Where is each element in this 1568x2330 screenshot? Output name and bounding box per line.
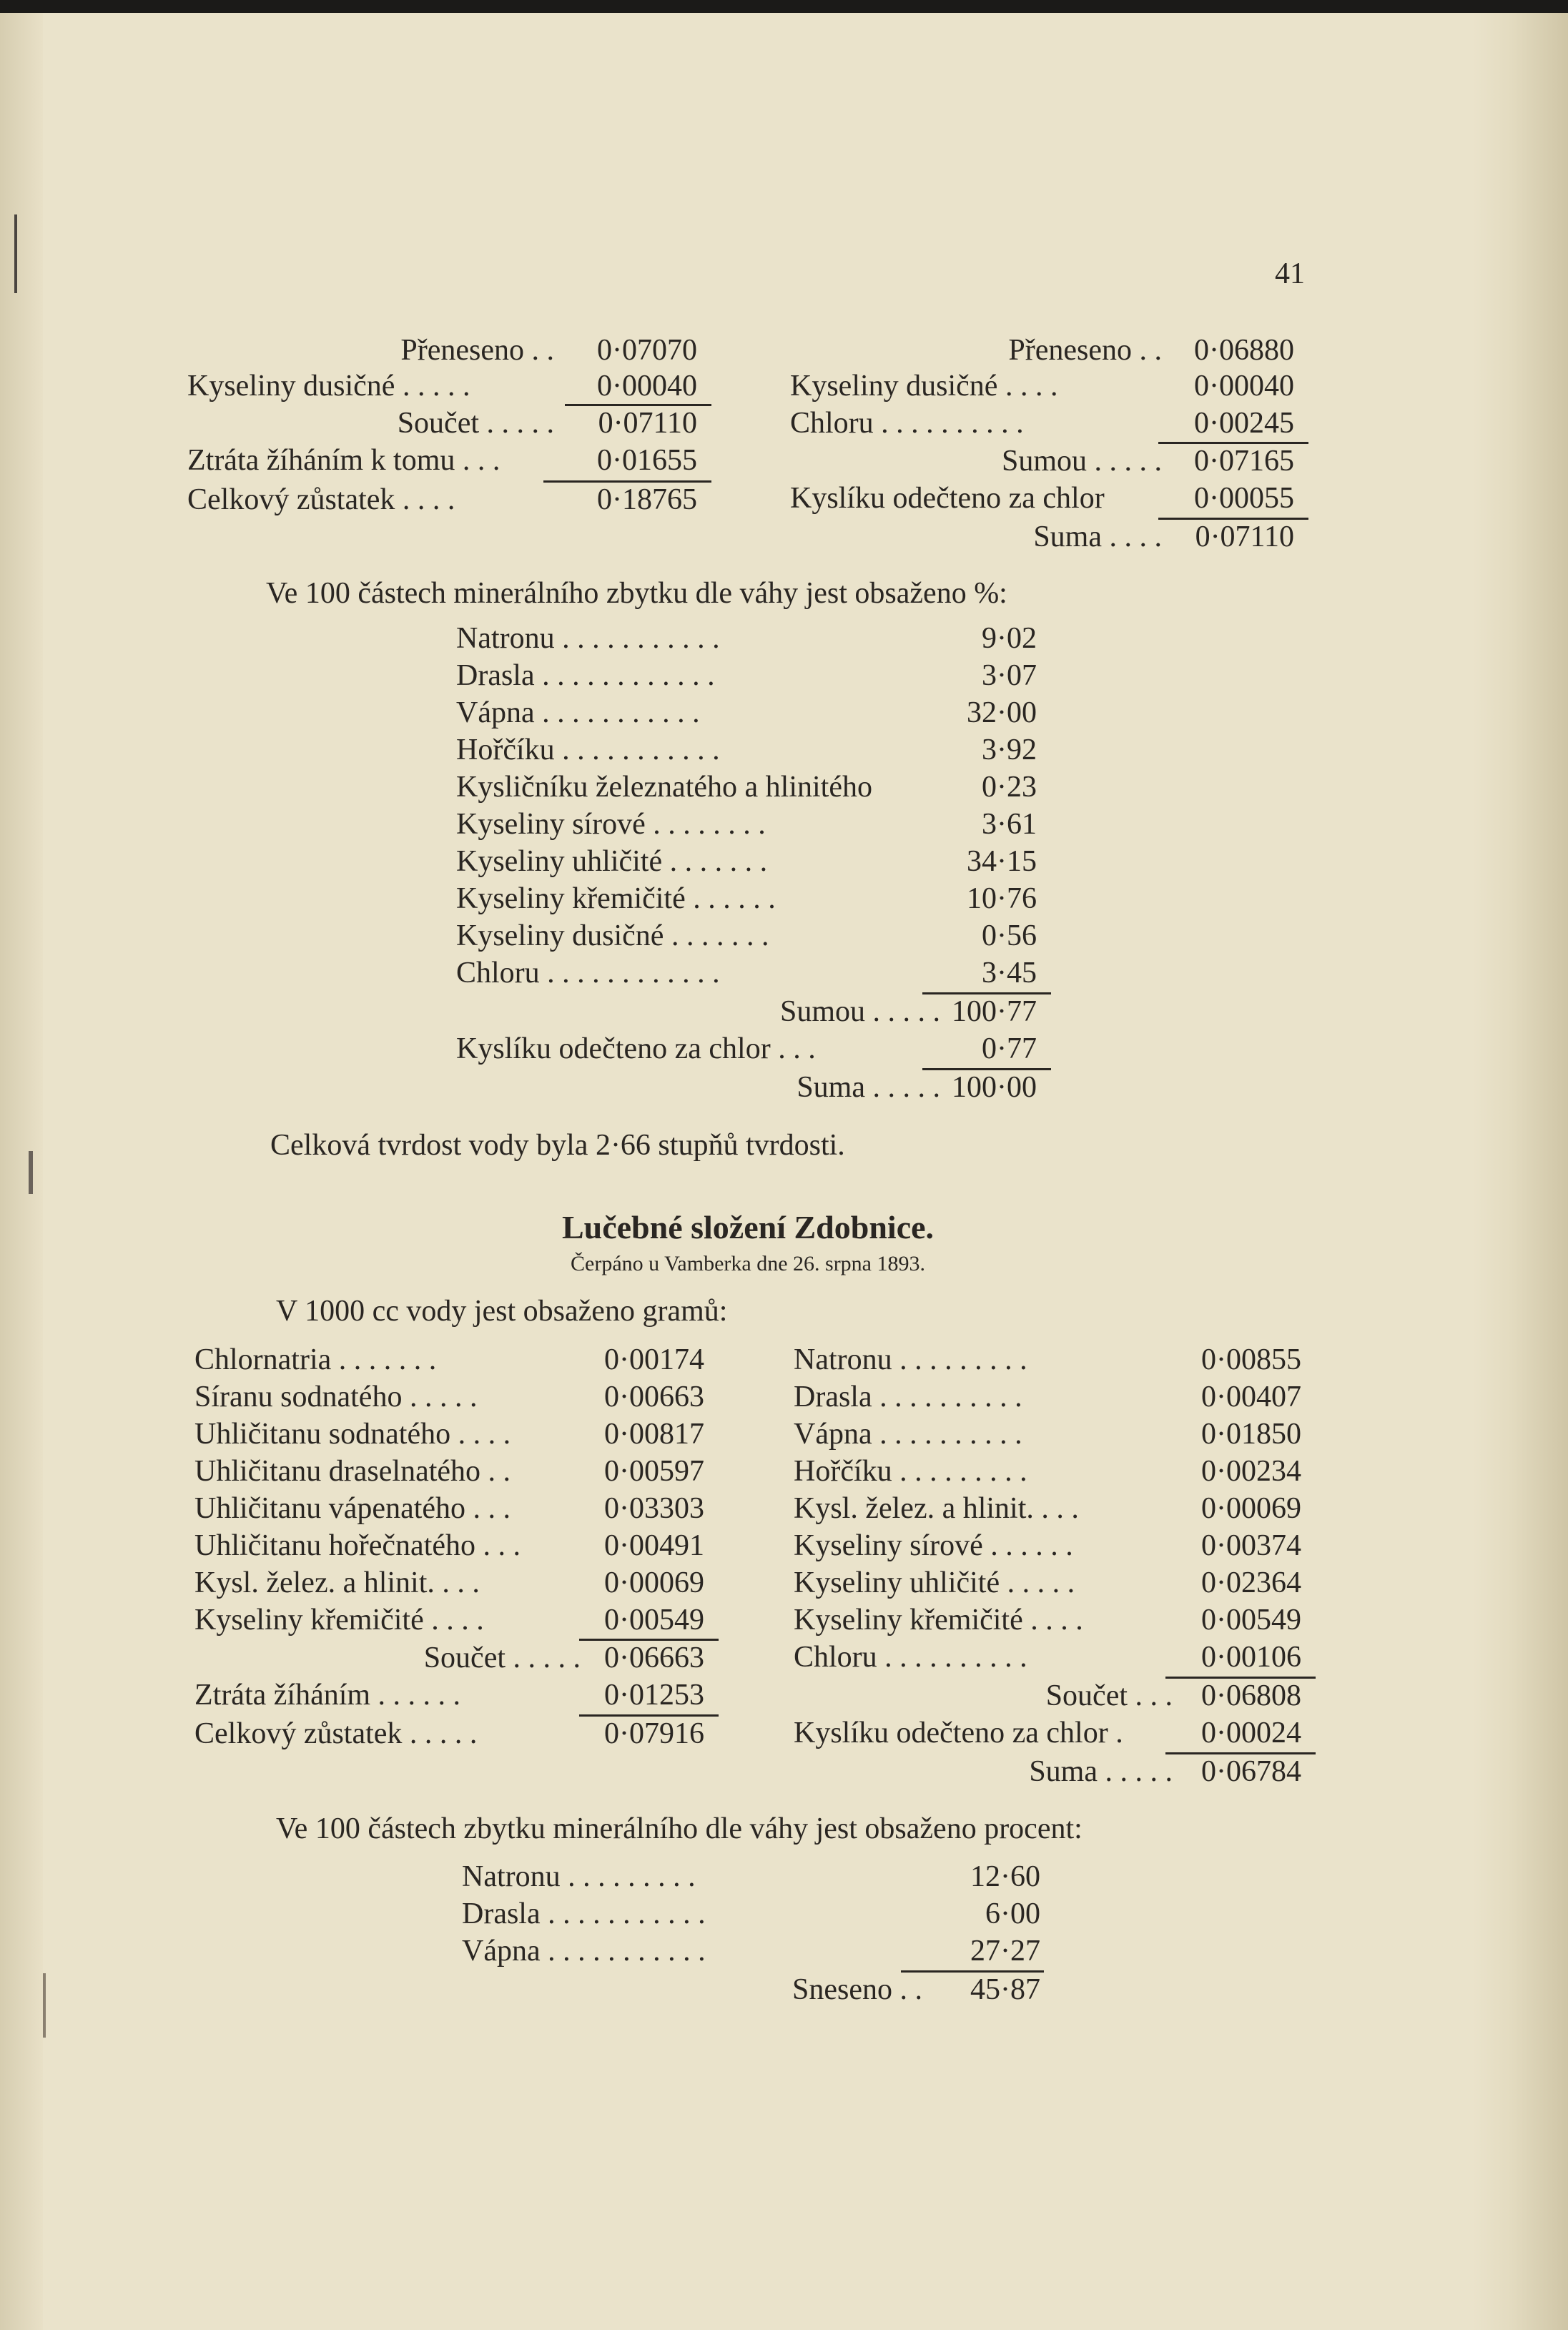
top-right-value: 0·00245: [1194, 407, 1294, 440]
bottom-right-label: Součet . . .: [1045, 1679, 1173, 1712]
top-right-value: 0·00040: [1194, 370, 1294, 403]
bottom-right-value: 0·00069: [1201, 1492, 1301, 1525]
bottom-right-value: 0·00855: [1201, 1343, 1301, 1376]
percent-intro-2: Ve 100 částech zbytku minerálního dle váhy jest obsaženo procent:: [276, 1812, 1083, 1845]
percent-value: 100·77: [952, 995, 1037, 1028]
top-left-label: Kyseliny dusičné . . . . .: [187, 370, 470, 403]
bottom-right-value: 0·00106: [1201, 1641, 1301, 1674]
percent-value: 0·77: [982, 1032, 1037, 1065]
bottom-right-label: Kyseliny uhličité . . . . .: [794, 1566, 1075, 1599]
top-right-label: Chloru . . . . . . . . . .: [790, 407, 1024, 440]
percent-value-2: 12·60: [970, 1860, 1040, 1893]
bottom-left-value: 0·00663: [604, 1381, 704, 1413]
percent-value: 100·00: [952, 1071, 1037, 1104]
bottom-right-label: Hořčíku . . . . . . . . .: [794, 1455, 1027, 1488]
percent-label: Kysličníku železnatého a hlinitého: [456, 771, 872, 804]
bottom-right-label: Kyslíku odečteno za chlor .: [794, 1717, 1123, 1749]
percent-value: 10·76: [967, 882, 1037, 915]
top-left-value: 0·01655: [597, 444, 697, 477]
bottom-left-label: Chlornatria . . . . . . .: [194, 1343, 437, 1376]
bottom-right-label: Natronu . . . . . . . . .: [794, 1343, 1027, 1376]
scan-top-border: [0, 0, 1568, 13]
bottom-left-value: 0·03303: [604, 1492, 704, 1525]
bottom-left-label: Uhličitanu sodnatého . . . .: [194, 1418, 511, 1451]
top-left-value: 0·07110: [598, 407, 697, 440]
top-left-label: Přeneseno . .: [400, 334, 554, 367]
top-right-label: Kyslíku odečteno za chlor: [790, 482, 1105, 515]
binding-mark: [43, 1973, 46, 2038]
percent-value: 34·15: [967, 845, 1037, 878]
top-left-label: Součet . . . . .: [397, 407, 554, 440]
bottom-right-value: 0·01850: [1201, 1418, 1301, 1451]
percent-label: Vápna . . . . . . . . . . .: [456, 696, 700, 729]
percent-label: Sumou . . . . .: [779, 995, 940, 1028]
top-right-value: 0·06880: [1194, 334, 1294, 367]
bottom-right-label: Chloru . . . . . . . . . .: [794, 1641, 1027, 1674]
bottom-right-value: 0·00234: [1201, 1455, 1301, 1488]
bottom-left-value: 0·07916: [604, 1717, 704, 1750]
page-edge-shadow: [1473, 13, 1568, 2330]
top-right-label: Přeneseno . .: [1008, 334, 1162, 367]
percent-value-2: 6·00: [985, 1897, 1040, 1930]
bottom-right-label: Kyseliny křemičité . . . .: [794, 1604, 1083, 1637]
percent-value: 0·56: [982, 919, 1037, 952]
bottom-left-value: 0·01253: [604, 1679, 704, 1712]
top-left-label: Celkový zůstatek . . . .: [187, 483, 455, 516]
percent-value: 32·00: [967, 696, 1037, 729]
percent-label: Kyseliny dusičné . . . . . . .: [456, 919, 769, 952]
top-left-value: 0·07070: [597, 334, 697, 367]
percent-value: 3·61: [982, 808, 1037, 841]
top-left-value: 0·00040: [597, 370, 697, 403]
bottom-right-label: Drasla . . . . . . . . . .: [794, 1381, 1022, 1413]
percent-intro: Ve 100 částech minerálního zbytku dle váhy jest obsaženo %:: [266, 577, 1007, 610]
percent-label: Suma . . . . .: [797, 1071, 940, 1104]
percent-value: 3·45: [982, 957, 1037, 989]
bottom-left-label: Kyseliny křemičité . . . .: [194, 1604, 484, 1637]
bottom-left-value: 0·00597: [604, 1455, 704, 1488]
percent-label: Natronu . . . . . . . . . . .: [456, 622, 720, 655]
section-title: Lučebné složení Zdobnice.: [561, 1209, 935, 1245]
binding-mark: [29, 1151, 33, 1194]
bottom-left-value: 0·00069: [604, 1566, 704, 1599]
top-left-value: 0·18765: [597, 483, 697, 516]
bottom-right-label: Kyseliny sírové . . . . . .: [794, 1529, 1073, 1562]
percent-value: 3·07: [982, 659, 1037, 692]
bottom-right-value: 0·06808: [1201, 1679, 1301, 1712]
bottom-left-label: Součet . . . . .: [423, 1642, 581, 1674]
bottom-left-label: Uhličitanu hořečnatého . . .: [194, 1529, 521, 1562]
bottom-right-value: 0·00549: [1201, 1604, 1301, 1637]
percent-label-2: Drasla . . . . . . . . . . .: [462, 1897, 706, 1930]
bottom-right-value: 0·00407: [1201, 1381, 1301, 1413]
page-number: 41: [1275, 257, 1305, 290]
percent-label-2: Sneseno . .: [792, 1973, 922, 2006]
top-left-label: Ztráta žíháním k tomu . . .: [187, 444, 501, 477]
bottom-left-label: Síranu sodnatého . . . . .: [194, 1381, 478, 1413]
bottom-left-label: Ztráta žíháním . . . . . .: [194, 1679, 461, 1712]
bottom-right-label: Kysl. želez. a hlinit. . . .: [794, 1492, 1079, 1525]
binding-mark: [14, 214, 17, 293]
hardness-note: Celková tvrdost vody byla 2·66 stupňů tvrdosti.: [270, 1129, 845, 1162]
percent-label: Kyseliny křemičité . . . . . .: [456, 882, 776, 915]
section-intro: V 1000 cc vody jest obsaženo gramů:: [276, 1295, 728, 1328]
percent-label-2: Vápna . . . . . . . . . . .: [462, 1935, 706, 1968]
percent-value: 9·02: [982, 622, 1037, 655]
top-right-value: 0·07165: [1194, 445, 1294, 478]
percent-label: Drasla . . . . . . . . . . . .: [456, 659, 715, 692]
bottom-left-value: 0·00491: [604, 1529, 704, 1562]
percent-value: 0·23: [982, 771, 1037, 804]
bottom-left-value: 0·06663: [604, 1642, 704, 1674]
bottom-right-value: 0·02364: [1201, 1566, 1301, 1599]
bottom-left-label: Uhličitanu draselnatého . .: [194, 1455, 511, 1488]
percent-value: 3·92: [982, 734, 1037, 766]
percent-label: Hořčíku . . . . . . . . . . .: [456, 734, 720, 766]
bottom-left-label: Kysl. želez. a hlinit. . . .: [194, 1566, 480, 1599]
bottom-right-label: Vápna . . . . . . . . . .: [794, 1418, 1022, 1451]
bottom-left-value: 0·00174: [604, 1343, 704, 1376]
bottom-right-value: 0·00024: [1201, 1717, 1301, 1749]
top-right-value: 0·07110: [1195, 520, 1294, 553]
percent-label-2: Natronu . . . . . . . . .: [462, 1860, 696, 1893]
bottom-left-value: 0·00549: [604, 1604, 704, 1637]
page-gutter: [0, 13, 43, 2330]
top-right-label: Suma . . . .: [1033, 520, 1162, 553]
percent-value-2: 45·87: [970, 1973, 1040, 2006]
section-subtitle: Čerpáno u Vamberka dne 26. srpna 1893.: [571, 1252, 925, 1275]
top-right-value: 0·00055: [1194, 482, 1294, 515]
percent-label: Kyslíku odečteno za chlor . . .: [456, 1032, 816, 1065]
top-right-label: Kyseliny dusičné . . . .: [790, 370, 1058, 403]
percent-label: Kyseliny uhličité . . . . . . .: [456, 845, 768, 878]
bottom-left-label: Celkový zůstatek . . . . .: [194, 1717, 478, 1750]
bottom-right-value: 0·06784: [1201, 1755, 1301, 1788]
bottom-left-value: 0·00817: [604, 1418, 704, 1451]
percent-value-2: 27·27: [970, 1935, 1040, 1968]
bottom-right-label: Suma . . . . .: [1029, 1755, 1173, 1788]
percent-label: Kyseliny sírové . . . . . . . .: [456, 808, 766, 841]
top-right-label: Sumou . . . . .: [1001, 445, 1162, 478]
percent-label: Chloru . . . . . . . . . . . .: [456, 957, 720, 989]
bottom-left-label: Uhličitanu vápenatého . . .: [194, 1492, 511, 1525]
bottom-right-value: 0·00374: [1201, 1529, 1301, 1562]
